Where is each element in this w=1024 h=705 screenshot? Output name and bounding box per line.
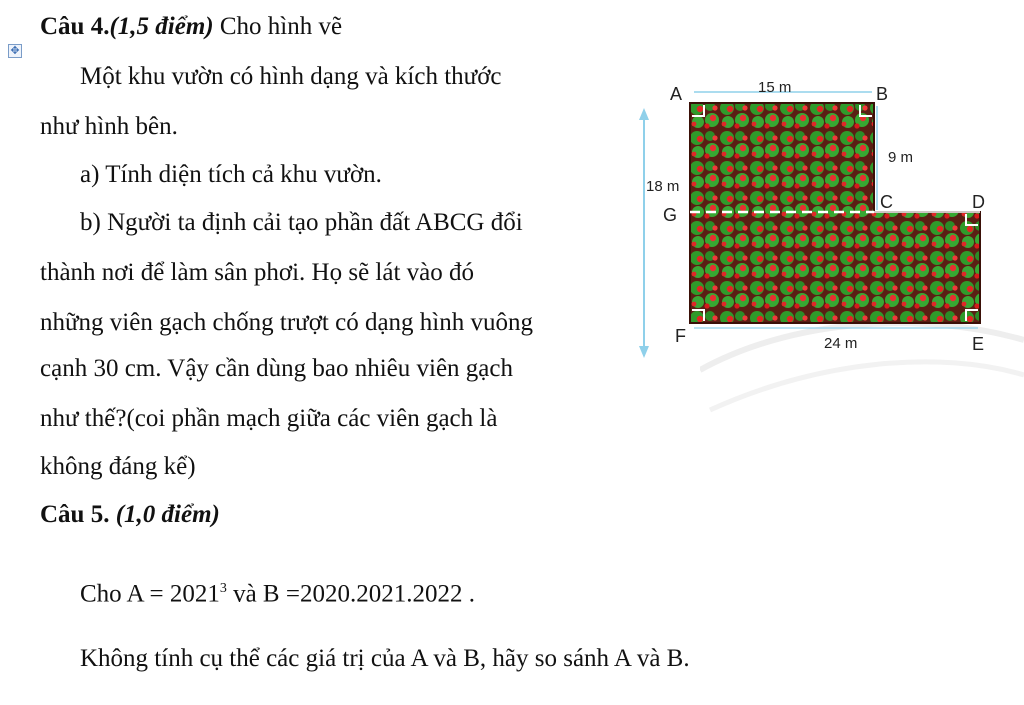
q4-part-b-line-4: cạnh 30 cm. Vậy cần dùng bao nhiêu viên gạch: [40, 355, 513, 382]
q4-part-a: a) Tính diện tích cả khu vườn.: [80, 161, 382, 188]
q5-formula-exponent: 3: [219, 581, 227, 596]
q5-points: (1,0 điểm): [115, 501, 220, 528]
garden-figure: [630, 70, 1024, 370]
q4-part-b-line-2: thành nơi để làm sân phơi. Họ sẽ lát vào đó: [40, 259, 474, 286]
q5-formula-b: và B =2020.2021.2022 .: [226, 580, 475, 608]
q5-task: Không tính cụ thể các giá trị của A và B, hãy so sánh A và B.: [80, 645, 690, 672]
q4-part-b-line-6: không đáng kể): [40, 453, 196, 480]
label-a: A: [670, 84, 683, 104]
label-b: B: [876, 84, 889, 104]
dimension-top-label: 15 m: [758, 79, 792, 96]
dimension-left-label: 18 m: [646, 178, 680, 195]
q5-formula: [80, 574, 475, 609]
q4-heading: Câu 4.: [40, 13, 110, 40]
q4-title: [40, 12, 342, 42]
table-move-handle-icon[interactable]: ✥: [8, 44, 22, 58]
arrow-up-icon: [639, 108, 649, 120]
dimension-bc-label: 9 m: [888, 149, 914, 166]
q4-part-b-line-3: những viên gạch chống trượt có dạng hình vuông: [40, 309, 534, 336]
q5-formula-a: Cho A = 2021: [80, 580, 220, 608]
q4-intro: Cho hình vẽ: [213, 13, 343, 40]
arrow-down-icon: [639, 346, 649, 358]
label-g: G: [663, 205, 678, 225]
label-c: C: [880, 192, 893, 212]
q5-title: [40, 500, 220, 530]
q4-paragraph-line-2: như hình bên.: [40, 113, 178, 140]
dimension-bottom-label: 24 m: [824, 335, 858, 352]
q4-part-b-line-5: như thế?(coi phần mạch giữa các viên gạch là: [40, 405, 498, 432]
q4-points: (1,5 điểm): [109, 13, 214, 40]
q4-part-b-line-1: b) Người ta định cải tạo phần đất ABCG đổi: [80, 209, 523, 236]
q5-heading: Câu 5.: [40, 501, 110, 528]
q4-paragraph-line-1: Một khu vườn có hình dạng và kích thước: [80, 63, 502, 90]
label-d: D: [972, 192, 985, 212]
label-e: E: [972, 334, 985, 354]
label-f: F: [675, 326, 686, 346]
